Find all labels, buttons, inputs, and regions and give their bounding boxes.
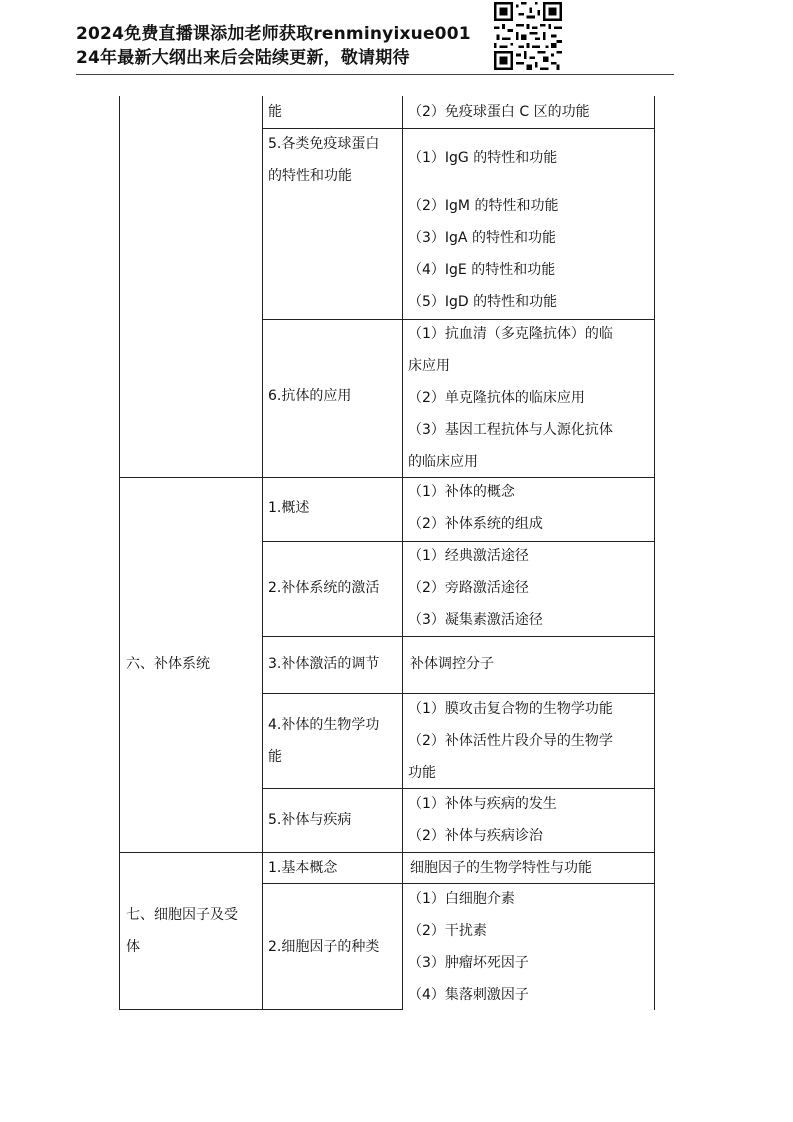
list-item: （1）抗血清（多克隆抗体）的临 xyxy=(408,326,613,342)
table-border-col1 xyxy=(262,96,263,1010)
cell-k1-content: 细胞因子的生物学特性与功能 xyxy=(410,860,592,876)
cell-c1-content xyxy=(408,476,543,540)
list-item: （3）肿瘤坏死因子 xyxy=(408,955,529,971)
cell-c3-topic: 3.补体激活的调节 xyxy=(268,656,380,672)
cell-c2-topic: 2.补体系统的激活 xyxy=(268,580,380,596)
cell-c4-content xyxy=(408,693,613,789)
list-item: （1）白细胞介素 xyxy=(408,891,515,907)
list-item: 功能 xyxy=(408,765,436,781)
cell-k2-content xyxy=(408,883,529,1011)
cell-k2-topic: 2.细胞因子的种类 xyxy=(268,939,380,955)
cell-c1-topic: 1.概述 xyxy=(268,500,310,516)
list-item: （1）膜攻击复合物的生物学功能 xyxy=(408,701,613,717)
list-item: （1）IgG 的特性和功能 xyxy=(408,150,558,166)
header-line-2: 24年最新大纲出来后会陆续更新，敬请期待 xyxy=(76,48,410,68)
cell-c5-topic: 5.补体与疾病 xyxy=(268,812,352,828)
list-item: （3）IgA 的特性和功能 xyxy=(408,230,556,246)
cell-c5-content xyxy=(408,788,557,852)
section-cytokines: 七、细胞因子及受 体 xyxy=(126,907,238,955)
cell-k1-topic: 1.基本概念 xyxy=(268,860,338,876)
header xyxy=(76,22,486,70)
list-item: （3）凝集素激活途径 xyxy=(408,612,543,628)
qr-code-image xyxy=(494,2,562,70)
list-item: （4）IgE 的特性和功能 xyxy=(408,262,556,278)
section-complement: 六、补体系统 xyxy=(126,656,210,672)
table-border-bottom xyxy=(119,1009,403,1010)
list-item: （2）补体与疾病诊治 xyxy=(408,828,543,844)
list-item: 的临床应用 xyxy=(408,454,478,470)
list-item: （2）干扰素 xyxy=(408,923,487,939)
cell-continued-content: （2）免疫球蛋白 C 区的功能 xyxy=(408,104,590,120)
list-item: （3）基因工程抗体与人源化抗体 xyxy=(408,422,613,438)
table-border-right xyxy=(654,96,655,1010)
header-rule xyxy=(76,74,674,75)
cell-c2-content xyxy=(408,540,543,636)
cell-ig-content xyxy=(408,142,558,318)
list-item: （2）补体系统的组成 xyxy=(408,516,543,532)
cell-c3-content: 补体调控分子 xyxy=(410,656,494,672)
list-item: （1）经典激活途径 xyxy=(408,548,529,564)
list-item: （1）补体的概念 xyxy=(408,484,515,500)
list-item: （5）IgD 的特性和功能 xyxy=(408,294,558,310)
list-item: （4）集落刺激因子 xyxy=(408,987,529,1003)
cell-continued-topic: 能 xyxy=(268,104,282,120)
cell-c4-topic: 4.补体的生物学功 能 xyxy=(268,717,380,765)
header-line-1: 2024免费直播课添加老师获取renminyixue001 xyxy=(76,24,471,44)
list-item: 床应用 xyxy=(408,358,450,374)
table-border-col2 xyxy=(402,96,403,1010)
list-item: （2）单克隆抗体的临床应用 xyxy=(408,390,585,406)
table-border-left xyxy=(119,96,120,1010)
list-item: （2）补体活性片段介导的生物学 xyxy=(408,733,613,749)
cell-ab-topic: 6.抗体的应用 xyxy=(268,388,352,404)
row-line xyxy=(262,636,655,637)
list-item: （1）补体与疾病的发生 xyxy=(408,796,557,812)
cell-ab-content xyxy=(408,318,613,478)
list-item: （2）旁路激活途径 xyxy=(408,580,529,596)
cell-ig-topic: 5.各类免疫球蛋白 的特性和功能 xyxy=(268,136,380,184)
list-item: （2）IgM 的特性和功能 xyxy=(408,198,559,214)
